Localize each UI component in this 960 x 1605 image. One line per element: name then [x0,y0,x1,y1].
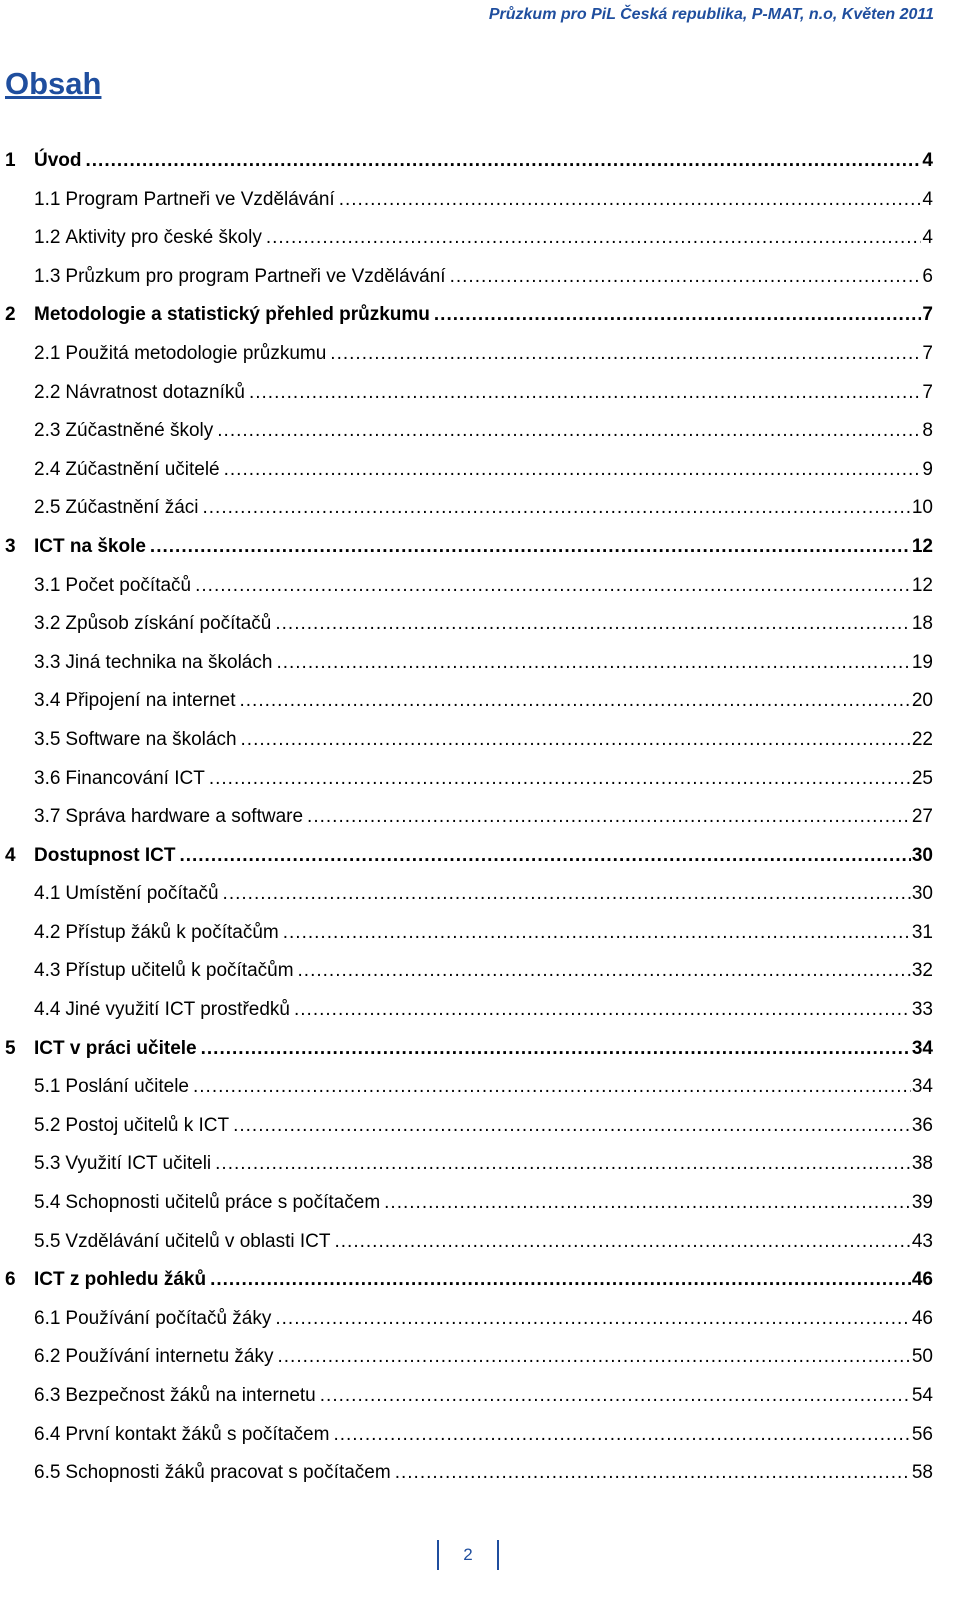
toc-entry-number: 4.2 [34,921,61,943]
toc-entry-label: Bezpečnost žáků na internetu [65,1385,316,1406]
toc-subsection-entry[interactable] [0,459,960,498]
toc-section-entry[interactable] [0,1038,960,1077]
toc-subsection-entry[interactable] [0,768,960,807]
table-of-contents [0,150,960,1501]
page-title: Obsah [5,66,102,101]
toc-entry-label: Připojení na internet [65,690,236,712]
toc-entry-label: Použitá metodologie průzkumu [65,342,327,364]
toc-entry-number: 6.3 [34,1385,61,1406]
toc-entry-label: Schopnosti učitelů práce s počítačem [65,1192,381,1214]
toc-entry-page: 7 [922,381,933,403]
toc-dot-leader [276,652,910,674]
toc-dot-leader [384,1192,911,1214]
toc-entry-label: Průzkum pro program Partneři ve Vzdělávání [65,265,446,287]
toc-entry-label: Používání počítačů žáky [65,1307,272,1329]
toc-dot-leader [203,497,911,519]
toc-dot-leader [395,1462,911,1484]
toc-entry-page: 50 [911,1346,933,1368]
toc-entry-page: 18 [911,613,933,635]
toc-dot-leader [233,1115,911,1137]
toc-subsection-entry[interactable] [0,343,960,382]
toc-entry-label: Zúčastnění žáci [65,497,199,519]
toc-entry-page: 12 [911,535,933,557]
toc-dot-leader [195,575,911,597]
toc-entry-number: 1.3 [34,265,61,287]
toc-entry-label: Přístup žáků k počítačům [65,921,279,943]
toc-entry-label: Financování ICT [65,767,205,789]
toc-entry-page: 46 [911,1269,933,1291]
toc-entry-page: 31 [911,921,933,943]
toc-subsection-entry[interactable] [0,1424,960,1463]
toc-dot-leader [179,845,910,867]
running-header: Průzkum pro PiL Česká republika, P-MAT, n.o, Květen 2011 [488,6,934,23]
toc-entry-page: 34 [911,1076,933,1098]
toc-subsection-entry[interactable] [0,729,960,768]
toc-entry-page: 12 [911,574,933,596]
toc-entry-number: 4.1 [34,883,61,905]
toc-subsection-entry[interactable] [0,1308,960,1347]
toc-subsection-entry[interactable] [0,1385,960,1424]
toc-entry-label: Počet počítačů [65,574,192,596]
toc-subsection-entry[interactable] [0,652,960,691]
toc-entry-label: Postoj učitelů k ICT [65,1114,230,1136]
toc-entry-page: 4 [922,188,933,210]
toc-entry-page: 7 [922,304,933,326]
toc-entry-page: 58 [911,1462,933,1484]
toc-entry-number: 3.4 [34,690,61,712]
toc-entry-number: 6 [5,1269,16,1291]
toc-entry-label: Přístup učitelů k počítačům [65,960,294,982]
toc-dot-leader [86,150,922,172]
toc-dot-leader [294,999,911,1021]
toc-dot-leader [215,1153,911,1175]
toc-entry-page: 56 [911,1423,933,1445]
toc-dot-leader [150,536,911,558]
toc-subsection-entry[interactable] [0,1076,960,1115]
toc-entry-label: ICT v práci učitele [34,1037,197,1059]
toc-entry-number: 6.5 [34,1462,61,1484]
toc-dot-leader [239,690,910,712]
toc-entry-page: 34 [911,1037,933,1059]
toc-entry-number: 5.2 [34,1114,61,1136]
toc-entry-number: 6.1 [34,1307,61,1329]
toc-dot-leader [224,459,922,481]
toc-entry-page: 36 [911,1114,933,1136]
toc-subsection-entry[interactable] [0,227,960,266]
toc-subsection-entry[interactable] [0,960,960,999]
toc-entry-page: 19 [911,651,933,673]
toc-dot-leader [275,1308,910,1330]
toc-entry-number: 5.4 [34,1192,61,1214]
toc-dot-leader [335,1231,911,1253]
toc-entry-page: 30 [911,883,933,905]
toc-entry-page: 32 [911,960,933,982]
toc-entry-number: 2.4 [34,458,61,480]
toc-section-entry[interactable] [0,304,960,343]
toc-subsection-entry[interactable] [0,690,960,729]
toc-entry-label: Poslání učitele [65,1076,189,1098]
toc-entry-number: 6.4 [34,1423,61,1445]
toc-entry-page: 22 [911,728,933,750]
toc-subsection-entry[interactable] [0,1231,960,1270]
toc-entry-page: 27 [911,806,933,828]
toc-subsection-entry[interactable] [0,883,960,922]
toc-entry-label: Zúčastnění učitelé [65,458,220,480]
toc-dot-leader [217,420,921,442]
toc-entry-page: 30 [911,844,933,866]
toc-subsection-entry[interactable] [0,999,960,1038]
toc-entry-page: 8 [922,420,933,442]
toc-entry-number: 3.6 [34,767,61,789]
toc-dot-leader [339,189,922,211]
toc-dot-leader [266,227,922,249]
toc-entry-label: Program Partneři ve Vzdělávání [65,188,335,210]
toc-entry-page: 9 [922,458,933,480]
toc-entry-page: 4 [922,227,933,249]
toc-entry-number: 1 [5,150,16,171]
toc-entry-number: 6.2 [34,1346,61,1368]
toc-dot-leader [210,1269,911,1291]
toc-entry-number: 3.5 [34,728,61,750]
toc-subsection-entry[interactable] [0,806,960,845]
toc-entry-label: Úvod [34,150,82,171]
toc-entry-number: 1.2 [34,227,61,249]
toc-entry-label: ICT z pohledu žáků [34,1269,207,1291]
toc-entry-number: 3.2 [34,613,61,635]
toc-entry-number: 5.1 [34,1076,61,1098]
toc-entry-number: 3 [5,535,16,557]
toc-entry-label: Software na školách [65,728,237,750]
toc-subsection-entry[interactable] [0,1346,960,1385]
toc-entry-number: 2.2 [34,381,61,403]
toc-subsection-entry[interactable] [0,420,960,459]
toc-dot-leader [283,922,911,944]
toc-section-entry[interactable] [0,845,960,884]
toc-entry-page: 39 [911,1192,933,1214]
toc-entry-page: 10 [911,497,933,519]
toc-entry-page: 43 [911,1230,933,1252]
toc-subsection-entry[interactable] [0,497,960,536]
toc-entry-number: 2.5 [34,497,61,519]
toc-dot-leader [278,1346,911,1368]
toc-dot-leader [249,382,921,404]
toc-dot-leader [307,806,911,828]
toc-entry-label: Způsob získání počítačů [65,613,272,635]
toc-entry-label: Schopnosti žáků pracovat s počítačem [65,1462,391,1484]
toc-entry-label: Jiné využití ICT prostředků [65,999,290,1021]
toc-entry-label: Používání internetu žáky [65,1346,274,1368]
toc-subsection-entry[interactable] [0,613,960,652]
toc-subsection-entry[interactable] [0,382,960,421]
toc-entry-page: 33 [911,999,933,1021]
toc-entry-label: ICT na škole [34,535,146,557]
toc-dot-leader [320,1385,911,1407]
toc-subsection-entry[interactable] [0,1192,960,1231]
toc-entry-label: Dostupnost ICT [34,844,176,866]
toc-entry-number: 5 [5,1037,16,1059]
toc-entry-number: 3.1 [34,574,61,596]
toc-dot-leader [450,266,922,288]
toc-entry-label: Návratnost dotazníků [65,381,245,403]
toc-entry-page: 46 [911,1307,933,1329]
toc-dot-leader [201,1038,911,1060]
toc-entry-number: 3.7 [34,806,61,828]
toc-entry-label: Využití ICT učiteli [65,1153,212,1175]
toc-entry-number: 1.1 [34,188,61,210]
toc-entry-page: 4 [922,150,933,171]
toc-entry-page: 25 [911,767,933,789]
toc-entry-label: Aktivity pro české školy [65,227,262,249]
toc-dot-leader [193,1076,911,1098]
toc-entry-number: 5.3 [34,1153,61,1175]
toc-section-entry[interactable] [0,1269,960,1308]
toc-entry-page: 38 [911,1153,933,1175]
toc-entry-label: Zúčastněné školy [65,420,214,442]
toc-subsection-entry[interactable] [0,266,960,305]
toc-entry-number: 4.4 [34,999,61,1021]
toc-entry-label: Správa hardware a software [65,806,304,828]
toc-dot-leader [333,1424,910,1446]
toc-entry-page: 54 [911,1385,933,1406]
toc-entry-number: 2.3 [34,420,61,442]
page-number: 2 [437,1540,499,1570]
toc-entry-number: 2 [5,304,16,326]
toc-entry-label: Metodologie a statistický přehled průzkumu [34,304,430,326]
toc-dot-leader [275,613,910,635]
toc-subsection-entry[interactable] [0,189,960,228]
toc-entry-number: 4.3 [34,960,61,982]
toc-entry-number: 5.5 [34,1230,61,1252]
toc-dot-leader [298,960,911,982]
toc-entry-page: 6 [922,265,933,287]
toc-subsection-entry[interactable] [0,575,960,614]
toc-subsection-entry[interactable] [0,922,960,961]
toc-entry-page: 7 [922,342,933,364]
toc-dot-leader [241,729,911,751]
toc-dot-leader [223,883,911,905]
toc-subsection-entry[interactable] [0,1462,960,1501]
toc-entry-label: Umístění počítačů [65,883,219,905]
toc-section-entry[interactable] [0,150,960,189]
toc-entry-label: První kontakt žáků s počítačem [65,1423,330,1445]
toc-subsection-entry[interactable] [0,1115,960,1154]
toc-section-entry[interactable] [0,536,960,575]
toc-subsection-entry[interactable] [0,1153,960,1192]
toc-dot-leader [209,768,911,790]
toc-entry-number: 4 [5,844,16,866]
toc-entry-number: 3.3 [34,651,61,673]
toc-entry-label: Jiná technika na školách [65,651,273,673]
toc-dot-leader [434,304,922,326]
toc-entry-number: 2.1 [34,342,61,364]
toc-entry-label: Vzdělávání učitelů v oblasti ICT [65,1230,331,1252]
toc-entry-page: 20 [911,690,933,712]
toc-dot-leader [330,343,921,365]
